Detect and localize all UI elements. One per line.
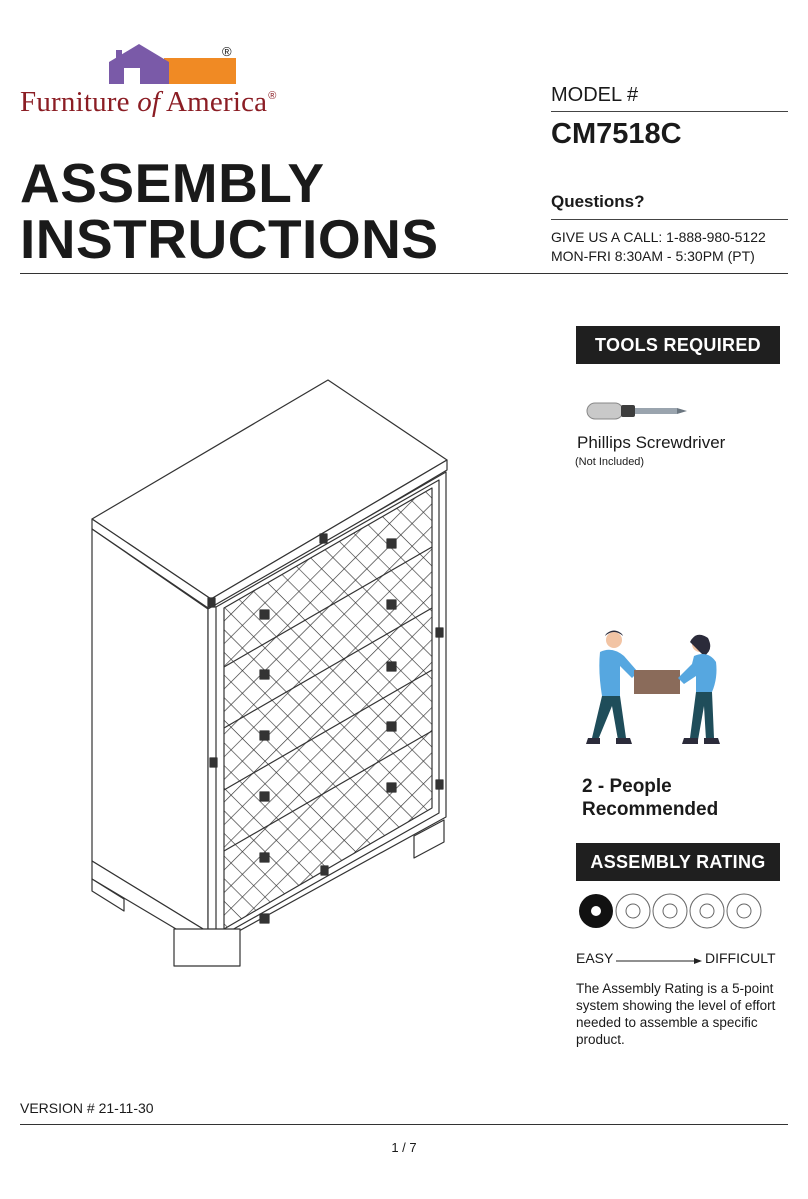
people-recommended-label: Recommended bbox=[582, 799, 719, 820]
tool-name: Phillips Screwdriver bbox=[577, 433, 726, 452]
easy-label: EASY bbox=[576, 950, 614, 966]
questions-heading: Questions? bbox=[551, 192, 645, 211]
rating-circle-3 bbox=[653, 894, 687, 928]
contact-phone: GIVE US A CALL: 1-888-980-5122 bbox=[551, 229, 766, 245]
difficult-label: DIFFICULT bbox=[705, 950, 776, 966]
registered-mark: ® bbox=[222, 44, 232, 59]
page-title-line-2: INSTRUCTIONS bbox=[20, 208, 439, 270]
brand-name: Furniture of America® bbox=[20, 86, 277, 118]
page-number: 1 / 7 bbox=[391, 1140, 417, 1155]
footer-divider bbox=[20, 1124, 788, 1125]
divider bbox=[551, 111, 788, 112]
rating-circle-1 bbox=[579, 894, 613, 928]
page-title-line-1: ASSEMBLY bbox=[20, 152, 325, 214]
assembly-rating-scale bbox=[576, 890, 784, 932]
contact-hours: MON-FRI 8:30AM - 5:30PM (PT) bbox=[551, 248, 755, 264]
divider bbox=[551, 219, 788, 220]
people-count: 2 - People bbox=[582, 776, 672, 797]
rating-circle-5 bbox=[727, 894, 761, 928]
header-divider bbox=[20, 273, 788, 274]
assembly-rating-banner: ASSEMBLY RATING bbox=[576, 843, 780, 881]
model-number: CM7518C bbox=[551, 118, 682, 150]
two-people-carrying-box-icon bbox=[572, 628, 742, 750]
rating-circle-4 bbox=[690, 894, 724, 928]
tool-note: (Not Included) bbox=[575, 456, 645, 468]
arrow-right-icon bbox=[616, 957, 702, 965]
chest-illustration bbox=[84, 376, 456, 970]
tools-required-banner: TOOLS REQUIRED bbox=[576, 326, 780, 364]
model-label: MODEL # bbox=[551, 84, 639, 106]
brand-logo-house-icon bbox=[106, 42, 238, 92]
screwdriver-icon bbox=[585, 400, 691, 422]
rating-description: The Assembly Rating is a 5-point system showing the level of effort needed to assemble a specific product. bbox=[576, 981, 776, 1047]
rating-circle-2 bbox=[616, 894, 650, 928]
version-number: VERSION # 21-11-30 bbox=[20, 1100, 154, 1116]
